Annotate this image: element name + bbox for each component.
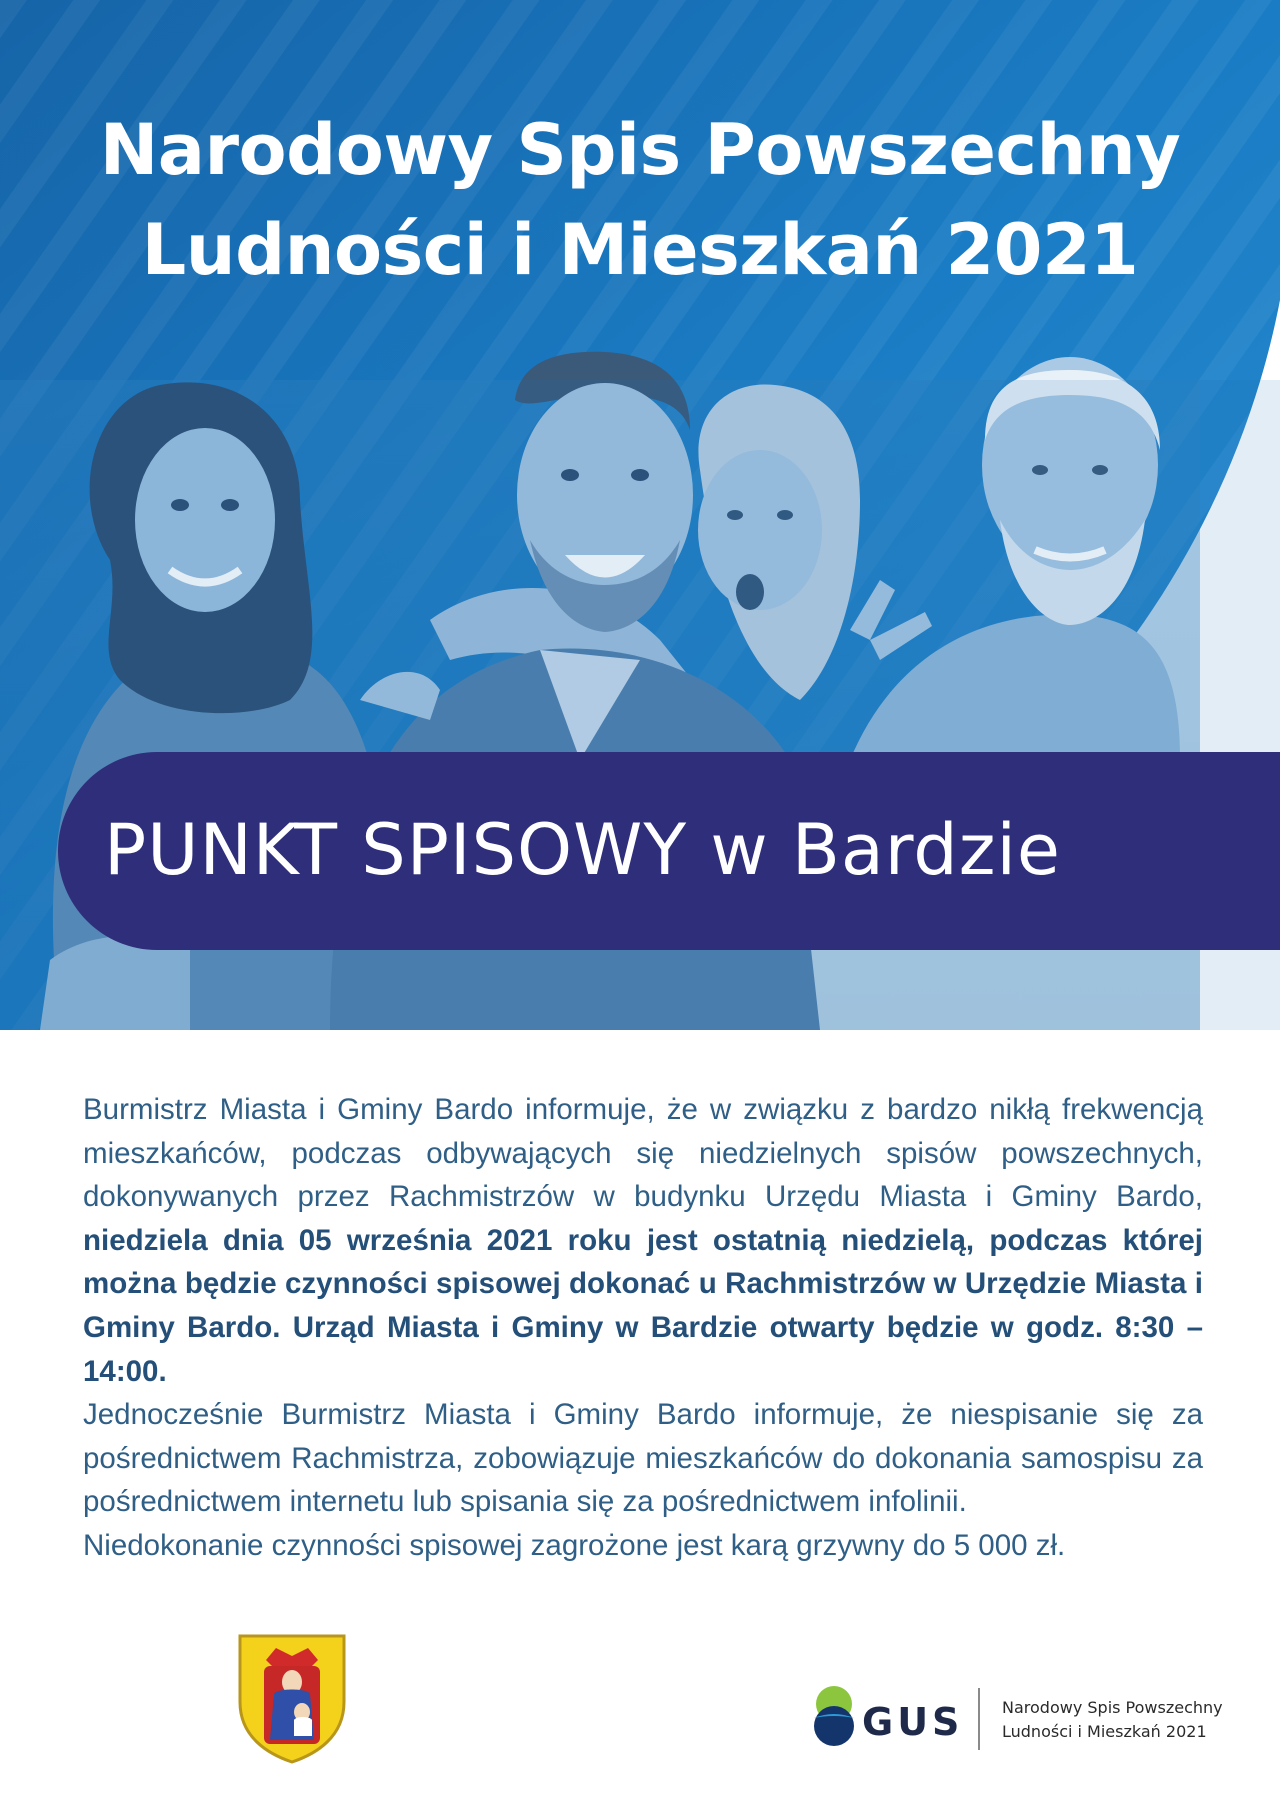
bardo-coat-of-arms-icon [236, 1632, 348, 1764]
paragraph-3: Niedokonanie czynności spisowej zagrożone jest karą grzywny do 5 000 zł. [83, 1528, 1066, 1562]
gus-logo-icon [808, 1684, 860, 1748]
gus-caption-line-2: Ludności i Mieszkań 2021 [1002, 1722, 1207, 1741]
page-title [0, 100, 1280, 300]
gus-logo-text: GUS [862, 1700, 964, 1744]
paragraph-1 [83, 1088, 1203, 1393]
gus-caption [1002, 1696, 1223, 1744]
gus-caption-line-1: Narodowy Spis Powszechny [1002, 1698, 1223, 1717]
title-line-2: Ludności i Mieszkań 2021 [141, 209, 1139, 291]
title-line-1: Narodowy Spis Powszechny [99, 109, 1181, 191]
paragraph-1-bold: niedziela dnia 05 września 2021 roku jest ostatnią niedzielą, podczas której można będzie czynności spisowej dokonać u Rachmistrzów w Urzędzie Miasta i Gminy Bardo. Urząd Miasta i Gminy w Bardzie otwarty będzie w godz. 8:30 – 14:00. [83, 1223, 1203, 1388]
announcement-text [83, 1088, 1203, 1568]
paragraph-1-text: Burmistrz Miasta i Gminy Bardo informuje, że w związku z bardzo nikłą frekwencją mieszkańców, podczas odbywających się niedzielnych spisów powszechnych, dokonywanych przez Rachmistrzów w budynku Urzędu Miasta i Gminy Bardo, [83, 1093, 1203, 1214]
gus-divider [978, 1688, 980, 1750]
paragraph-2: Jednocześnie Burmistrz Miasta i Gminy Bardo informuje, że niespisanie się za pośrednictwem Rachmistrza, zobowiązuje mieszkańców do dokonania samospisu za pośrednictwem internetu lub spisania się za pośrednictwem infolinii. [83, 1398, 1203, 1519]
banner-heading: PUNKT SPISOWY w Bardzie [104, 809, 1061, 891]
